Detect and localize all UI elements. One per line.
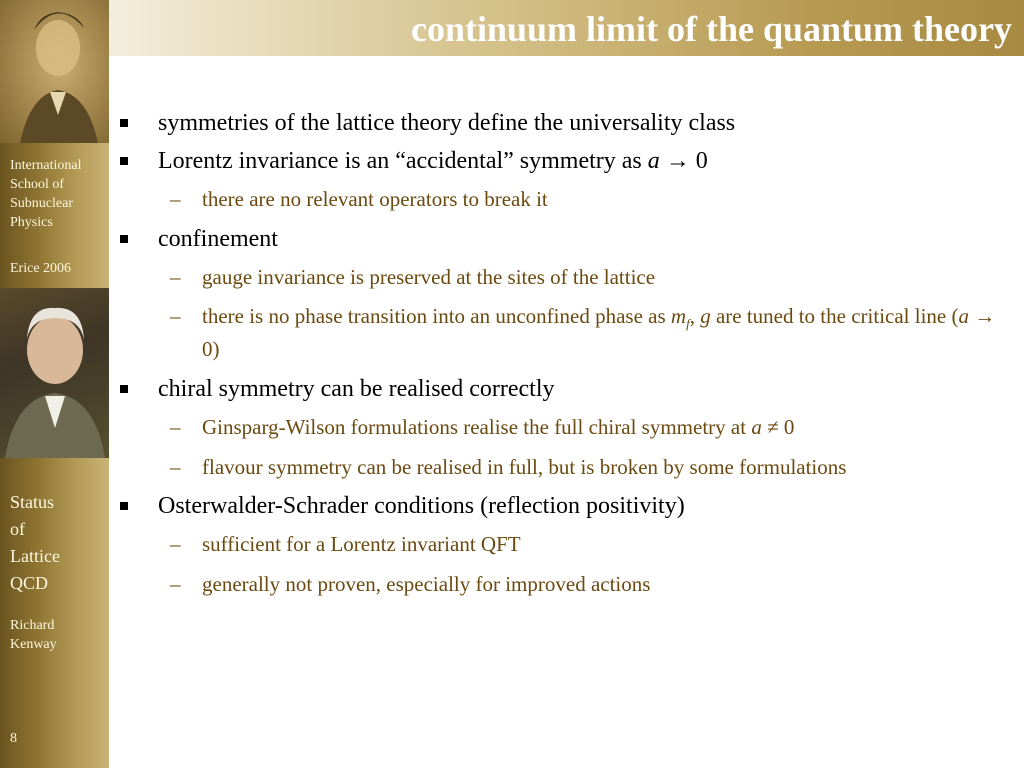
sub-bullet-item — [120, 452, 1010, 482]
sub-bullet-text: there is no phase transition into an unconfined phase as — [202, 304, 671, 329]
bullet-text: Osterwalder-Schrader conditions (reflection positivity) — [158, 492, 685, 519]
sub-bullet-item — [120, 262, 1010, 292]
talk-line: of — [10, 519, 25, 539]
bullet-item — [120, 374, 1010, 405]
portrait-photo-old — [0, 288, 109, 458]
square-bullet-icon — [120, 235, 128, 243]
author-line: Kenway — [10, 636, 57, 652]
author-name — [10, 617, 57, 655]
school-line: Physics — [10, 214, 53, 230]
sub-bullet-text-tail: → 0) — [202, 304, 996, 362]
subscript-f: f — [686, 316, 690, 332]
talk-line: QCD — [10, 573, 49, 593]
variable-g: g — [700, 304, 711, 329]
sub-bullet-item — [120, 412, 1010, 442]
variable-m: m — [670, 304, 687, 329]
school-line: School of — [10, 176, 65, 192]
dash-bullet-icon: – — [170, 571, 181, 596]
school-line: International — [10, 158, 82, 173]
school-line: Subnuclear — [10, 195, 73, 211]
bullet-text: confinement — [158, 225, 278, 252]
dash-bullet-icon: – — [170, 532, 181, 557]
bullet-item — [120, 146, 1010, 177]
dash-bullet-icon: – — [170, 187, 181, 212]
sub-bullet-text: flavour symmetry can be realised in full, but is broken by some formulations — [202, 454, 847, 479]
page-number: 8 — [10, 731, 17, 746]
school-name — [10, 157, 82, 233]
dash-bullet-icon: – — [170, 304, 181, 329]
bullet-text: symmetries of the lattice theory define the universality class — [158, 110, 736, 136]
slide-content — [120, 108, 1010, 608]
variable-a: a — [751, 415, 762, 440]
sub-bullet-text: there are no relevant operators to break it — [202, 187, 548, 212]
sub-bullet-item — [120, 569, 1010, 599]
bullet-item — [120, 108, 1010, 139]
dash-bullet-icon: – — [170, 415, 181, 440]
event-label: Erice 2006 — [10, 261, 72, 276]
dash-bullet-icon: – — [170, 265, 181, 289]
sub-bullet-text: gauge invariance is preserved at the sites of the lattice — [202, 265, 656, 289]
comma: , — [689, 304, 701, 329]
bullet-text: Lorentz invariance is an “accidental” symmetry as — [158, 148, 648, 175]
square-bullet-icon — [120, 502, 128, 510]
portrait-young-icon — [0, 0, 109, 143]
talk-title — [10, 489, 60, 597]
square-bullet-icon — [120, 119, 128, 127]
variable-a: a — [647, 148, 660, 175]
sub-bullet-text: sufficient for a Lorentz invariant QFT — [202, 532, 521, 557]
sub-bullet-text-mid: are tuned to the critical line ( — [710, 304, 959, 329]
bullet-item — [120, 491, 1010, 522]
sub-bullet-item — [120, 184, 1010, 214]
sub-bullet-text: Ginsparg-Wilson formulations realise the full chiral symmetry at — [202, 415, 752, 440]
square-bullet-icon — [120, 157, 128, 165]
slide-title: continuum limit of the quantum theory — [410, 9, 1012, 49]
sub-bullet-item — [120, 529, 1010, 559]
sub-bullet-text: generally not proven, especially for improved actions — [202, 571, 651, 596]
portrait-old-icon — [0, 288, 109, 458]
dash-bullet-icon: – — [170, 454, 181, 479]
square-bullet-icon — [120, 385, 128, 393]
sidebar — [0, 0, 109, 768]
bullet-item — [120, 224, 1010, 255]
author-line: Richard — [10, 618, 55, 633]
talk-line: Lattice — [10, 546, 60, 566]
title-bar — [109, 0, 1024, 56]
talk-line: Status — [10, 492, 55, 512]
sub-bullet-item — [120, 301, 1010, 364]
bullet-text: chiral symmetry can be realised correctly — [158, 375, 555, 402]
sub-bullet-text-tail: ≠ 0 — [761, 415, 795, 440]
bullet-text-tail: → 0 — [659, 148, 708, 175]
portrait-photo-young — [0, 0, 109, 143]
variable-a: a — [958, 304, 969, 329]
